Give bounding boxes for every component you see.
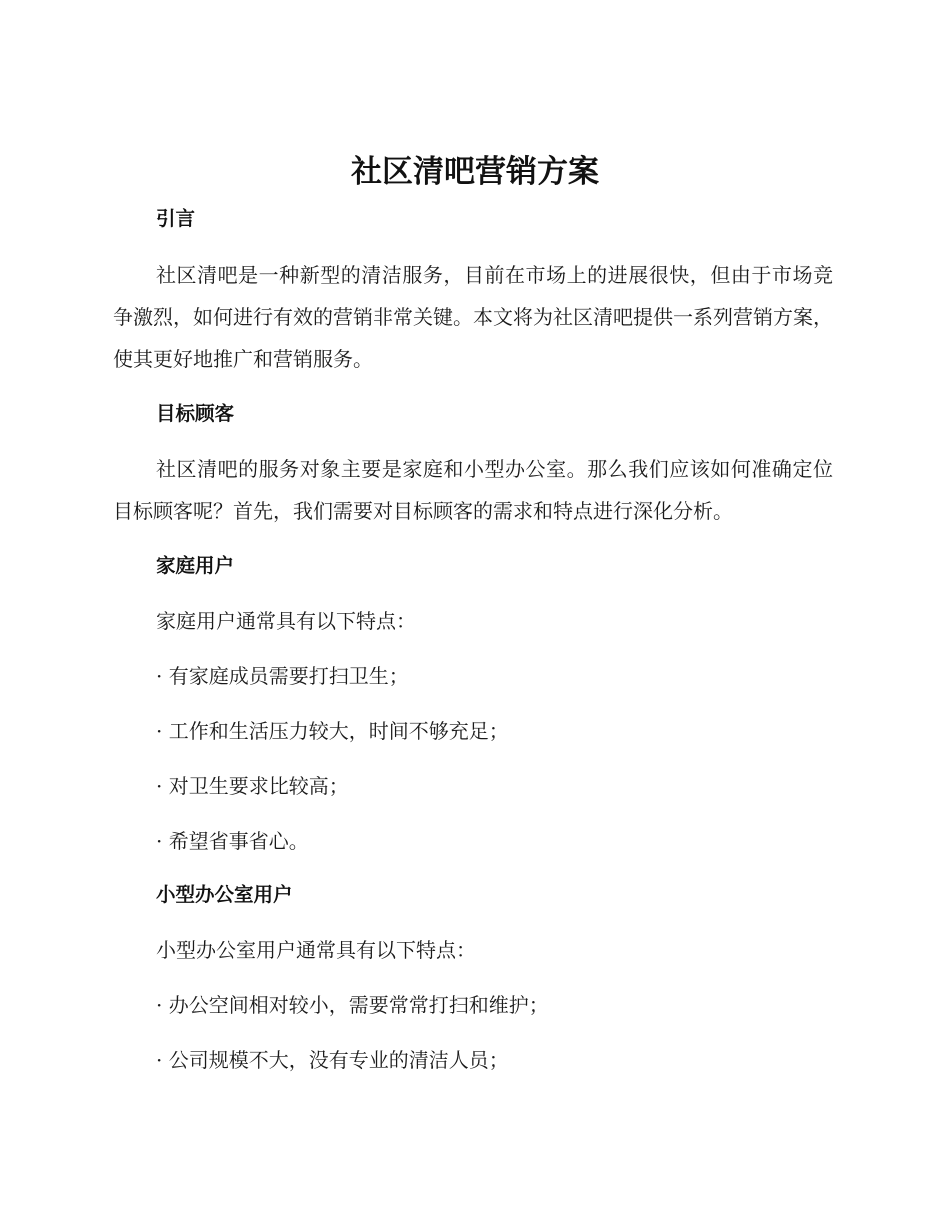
office-bullet-item: · 办公空间相对较小，需要常常打扫和维护；: [156, 993, 549, 1017]
section-heading-target: 目标顾客: [156, 402, 235, 425]
section-heading-family: 家庭用户: [156, 554, 235, 577]
section-body-target: 社区清吧的服务对象主要是家庭和小型办公室。那么我们应该如何准确定位目标顾客呢？首先，我们需要对目标顾客的需求和特点进行深化分析。: [113, 457, 833, 523]
office-intro-text: 小型办公室用户通常具有以下特点：: [156, 938, 476, 962]
document-title: 社区清吧营销方案: [351, 154, 599, 190]
family-bullet-item: · 对卫生要求比较高；: [156, 774, 349, 798]
family-bullet-item: · 工作和生活压力较大，时间不够充足；: [156, 719, 509, 743]
section-heading-intro: 引言: [156, 207, 196, 230]
section-heading-office: 小型办公室用户: [156, 883, 293, 906]
family-bullet-item: · 有家庭成员需要打扫卫生；: [156, 664, 409, 688]
family-intro-text: 家庭用户通常具有以下特点：: [156, 609, 416, 633]
office-bullet-item: · 公司规模不大，没有专业的清洁人员；: [156, 1048, 509, 1072]
family-bullet-item: · 希望省事省心。: [156, 829, 309, 853]
section-body-intro: 社区清吧是一种新型的清洁服务，目前在市场上的进展很快，但由于市场竞争激烈，如何进行有效的营销非常关键。本文将为社区清吧提供一系列营销方案，使其更好地推广和营销服务。: [113, 263, 833, 371]
